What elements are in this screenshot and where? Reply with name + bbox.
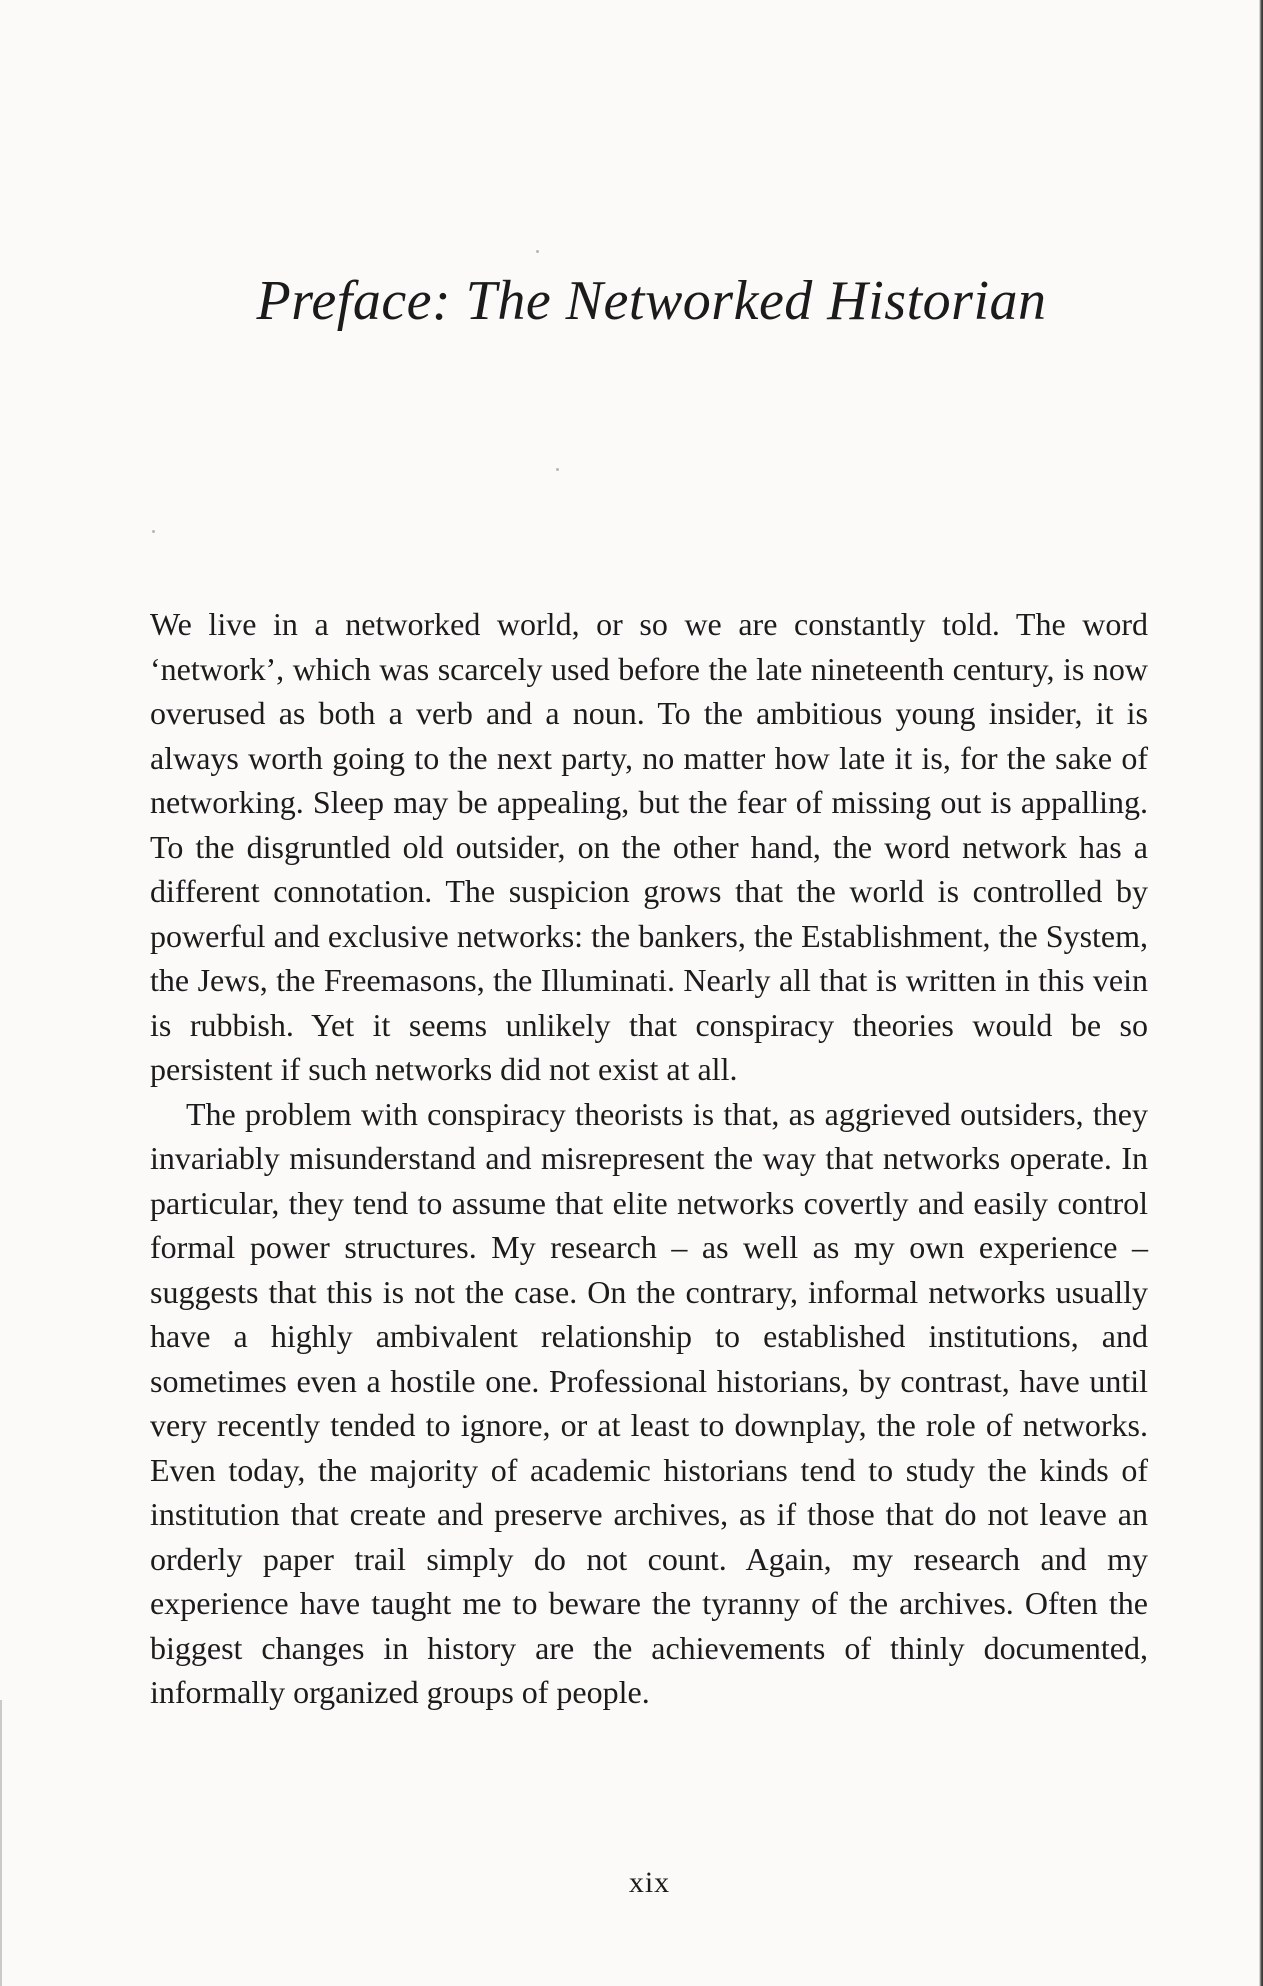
- scan-speck: [556, 468, 559, 471]
- chapter-title: Preface: The Networked Historian: [256, 270, 1047, 332]
- scan-speck: [536, 250, 539, 253]
- body-text: [150, 602, 1148, 1715]
- page-number: xix: [628, 1866, 671, 1899]
- scan-speck: [152, 530, 155, 533]
- paragraph-2: The problem with conspiracy theorists is that, as aggrieved outsiders, they invariably misunderstand and misrepresent the way that networks operate. In particular, they tend to assume that elite networks covertly and easily control formal power structures. My research – as well as my own experience – suggests that this is not the case. On the contrary, informal networks usually have a highly ambivalent relationship to established institutions, and sometimes even a hostile one. Professional historians, by contrast, have until very recently tended to ignore, or at least to downplay, the role of networks. Even today, the majority of academic historians tend to study the kinds of institution that create and preserve archives, as if those that do not leave an orderly paper trail simply do not count. Again, my research and my experience have taught me to beware the tyranny of the archives. Often the biggest changes in history are the achievements of thinly documented, informally organized groups of people.: [150, 1095, 1148, 1710]
- scan-edge-left: [0, 1700, 2, 1986]
- paragraph-1: We live in a networked world, or so we are constantly told. The word ‘network’, which was scarcely used before the late nineteenth century, is now overused as both a verb and a noun. To the ambitious young insider, it is always worth going to the next party, no matter how late it is, for the sake of networking. Sleep may be appealing, but the fear of missing out is appalling. To the disgruntled old outsider, on the other hand, the word network has a different connotation. The suspicion grows that the world is controlled by powerful and exclusive networks: the bankers, the Establishment, the System, the Jews, the Freemasons, the Illuminati. Nearly all that is written in this vein is rubbish. Yet it seems unlikely that conspiracy theories would be so persistent if such networks did not exist at all.: [150, 606, 1148, 1087]
